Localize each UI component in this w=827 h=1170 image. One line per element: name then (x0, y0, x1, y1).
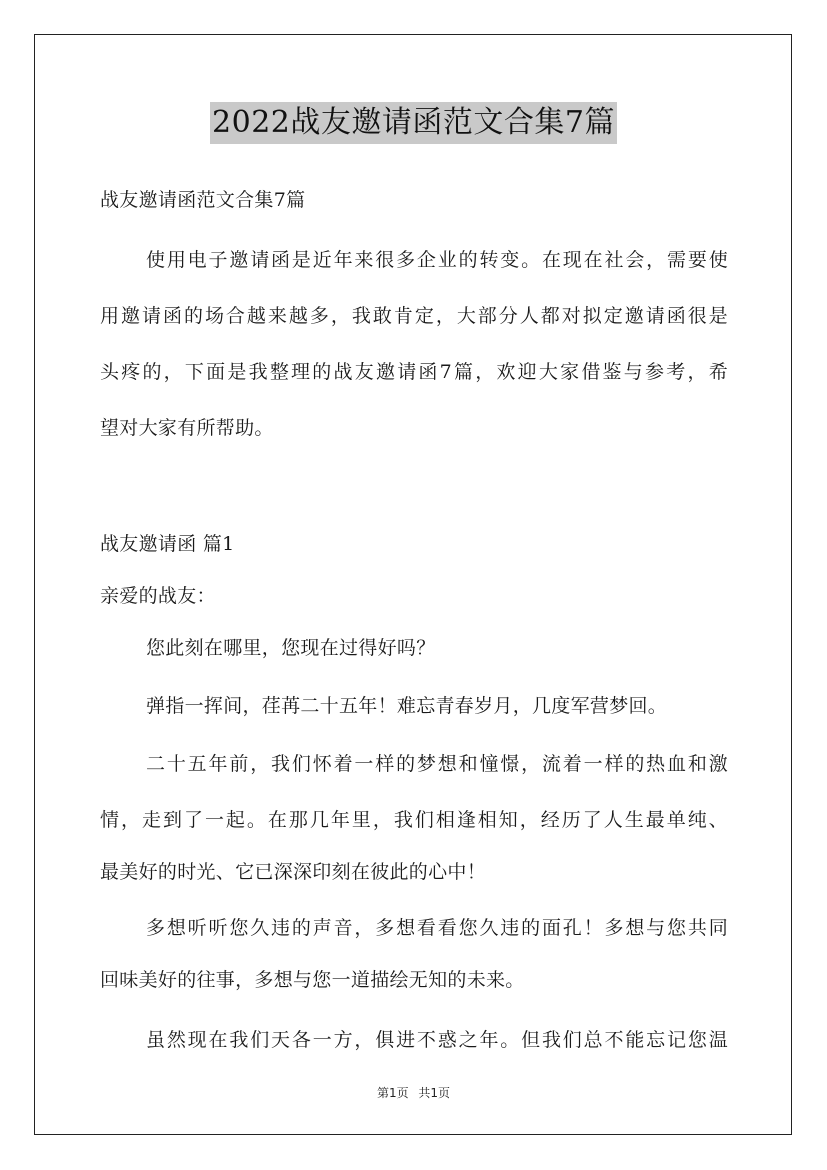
body-line: 情，走到了一起。在那几年里，我们相逢相知，经历了人生最单纯、 (100, 809, 728, 831)
page-total: 共1页 (418, 1086, 451, 1100)
body-line: 您此刻在哪里，您现在过得好吗？ (146, 637, 436, 659)
body-line: 二十五年前，我们怀着一样的梦想和憧憬，流着一样的热血和激 (146, 753, 728, 775)
body-line: 弹指一挥间，荏苒二十五年！难忘青春岁月，几度军营梦回。 (146, 695, 668, 717)
document-subtitle: 战友邀请函范文合集7篇 (100, 189, 306, 211)
letter-body (100, 624, 728, 1068)
section-heading: 战友邀请函 篇1 (100, 533, 235, 555)
intro-line: 用邀请函的场合越来越多，我敢肯定，大部分人都对拟定邀请函很是 (100, 305, 728, 327)
document-body (100, 176, 728, 1068)
intro-line: 使用电子邀请函是近年来很多企业的转变。在现在社会，需要使 (146, 249, 728, 271)
body-line: 多想听听您久违的声音，多想看看您久违的面孔！多想与您共同 (146, 917, 728, 939)
page-number: 第1页 (376, 1086, 409, 1100)
intro-line: 望对大家有所帮助。 (100, 417, 274, 439)
page-footer (0, 1084, 827, 1101)
intro-line: 头疼的，下面是我整理的战友邀请函7篇，欢迎大家借鉴与参考，希 (100, 361, 728, 383)
salutation: 亲爱的战友： (100, 585, 216, 607)
intro-paragraph (100, 232, 728, 456)
body-line: 虽然现在我们天各一方，俱进不惑之年。但我们总不能忘记您温 (146, 1029, 728, 1051)
body-line: 回味美好的往事，多想与您一道描绘无知的未来。 (100, 969, 525, 991)
title-container (0, 102, 827, 144)
document-title: 2022战友邀请函范文合集7篇 (210, 102, 617, 144)
body-line: 最美好的时光、它已深深印刻在彼此的心中！ (100, 861, 487, 883)
